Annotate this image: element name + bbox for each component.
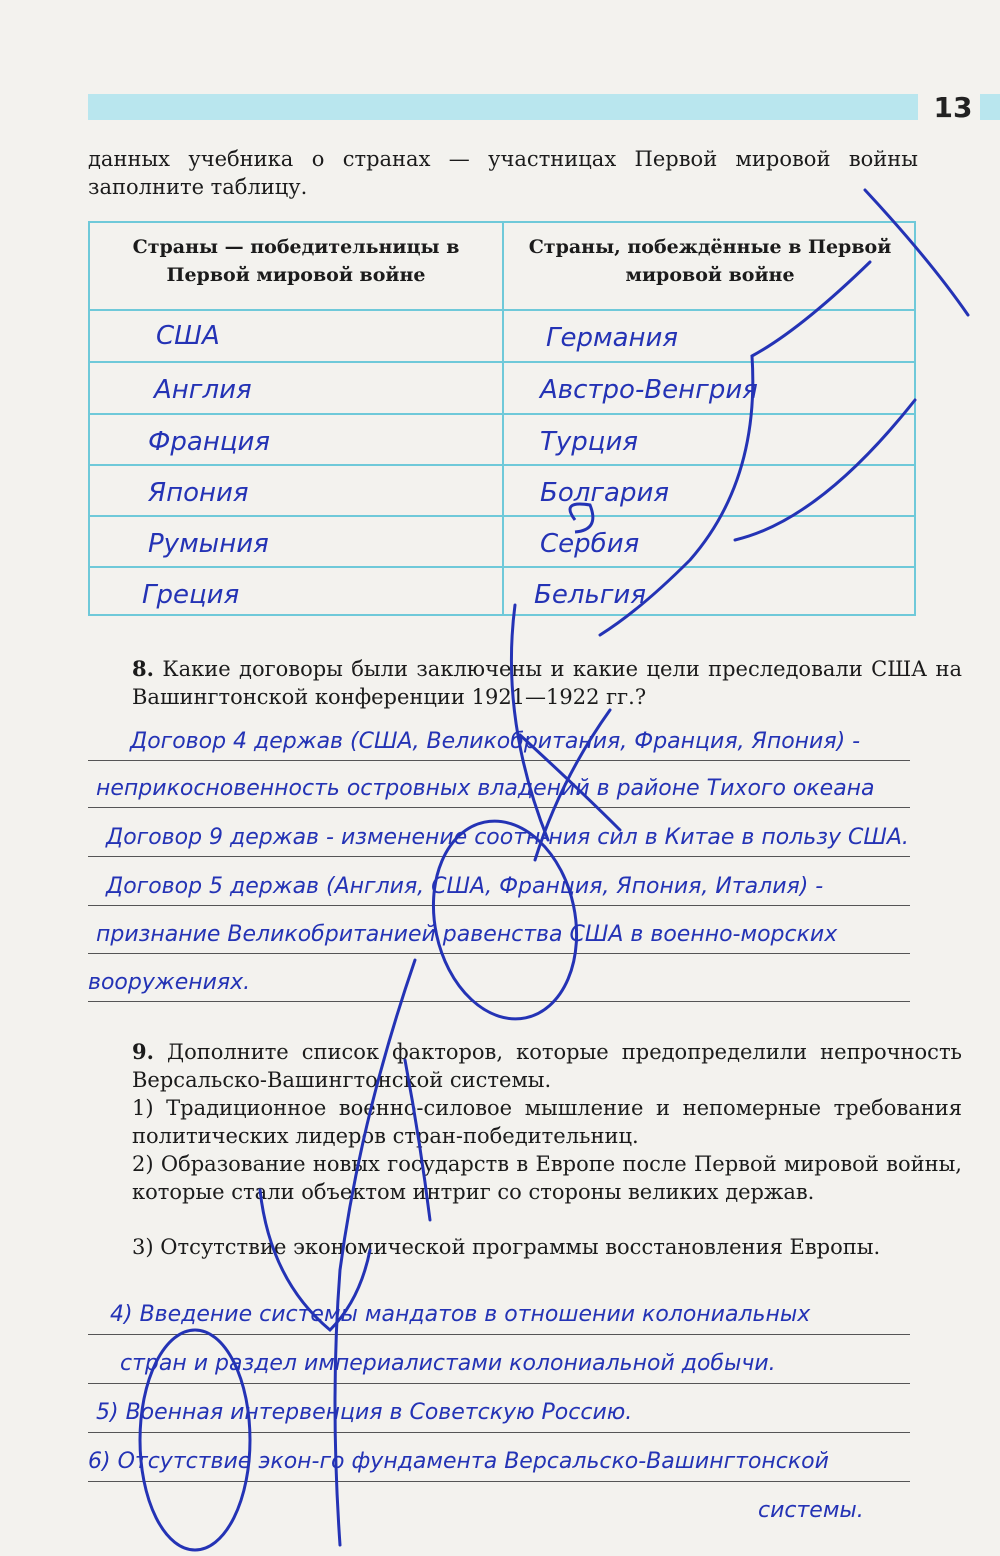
row-divider (90, 309, 914, 311)
answer-9-line: стран и раздел империалистами колониальной добычи. (120, 1351, 776, 1376)
answer-9-line: 6) Отсутствие экон-го фундамента Версальско-Вашингтонской (88, 1449, 829, 1474)
question-8 (88, 655, 962, 711)
winner-cell: Румыния (148, 529, 269, 559)
row-divider (90, 413, 914, 415)
writing-line (88, 856, 910, 857)
answer-9-line: системы. (758, 1498, 864, 1523)
winner-cell: Япония (148, 478, 249, 508)
writing-line (88, 1432, 910, 1433)
header-band (88, 94, 918, 120)
row-divider (90, 566, 914, 568)
writing-line (88, 760, 910, 761)
writing-line (88, 953, 910, 954)
loser-cell: Австро-Венгрия (540, 375, 758, 405)
answer-8-line: неприкосновенность островных владений в районе Тихого океана (96, 776, 875, 801)
answer-8-line: Договор 9 держав - изменение соотн-ния сил в Китае в пользу США. (106, 825, 909, 850)
header-band-edge (980, 94, 1000, 120)
winner-cell: Франция (148, 427, 271, 457)
header-winners: Страны — победительницы в Первой мировой войне (132, 236, 460, 286)
winner-cell: Греция (142, 580, 240, 610)
loser-cell: Болгария (540, 478, 669, 508)
question-number: 8. (132, 656, 154, 681)
answer-8-line: Договор 4 держав (США, Великобритания, Франция, Япония) - (130, 729, 861, 754)
factor-item: 1) Традиционное военно-силовое мышление и непомерные требования политических лидеров стран-победительниц. (132, 1096, 962, 1148)
loser-cell: Бельгия (534, 580, 646, 610)
question-text: Дополните список факторов, которые предопределили непрочность Версальско-Вашингтонской системы. (132, 1040, 962, 1092)
intro-text: данных учебника о странах — участницах Первой мировой войны заполните таблицу. (88, 147, 918, 199)
writing-line (88, 905, 910, 906)
answer-8-line: Договор 5 держав (Англия, США, Франция, Япония, Италия) - (106, 874, 824, 899)
writing-line (88, 807, 910, 808)
winner-cell: США (156, 321, 220, 351)
question-number: 9. (132, 1039, 154, 1064)
row-divider (90, 361, 914, 363)
row-divider (90, 464, 914, 466)
writing-line (88, 1001, 910, 1002)
question-text: Какие договоры были заключены и какие цели преследовали США на Вашингтонской конференции 1921—1922 гг.? (132, 657, 962, 709)
writing-line (88, 1334, 910, 1335)
winner-cell: Англия (154, 375, 252, 405)
header-losers: Страны, побеждённые в Первой мировой войне (528, 236, 892, 286)
answer-8-line: вооружениях. (88, 970, 251, 995)
row-divider (90, 515, 914, 517)
answer-9-line: 4) Введение системы мандатов в отношении колониальных (110, 1302, 811, 1327)
loser-cell: Германия (546, 323, 679, 353)
writing-line (88, 1383, 910, 1384)
countries-table (88, 221, 916, 616)
answer-8-line: признание Великобританией равенства США в военно-морских (96, 922, 838, 947)
page-number: 13 (933, 91, 973, 124)
check-stroke (511, 605, 548, 840)
question-9 (88, 1038, 962, 1094)
writing-line (88, 1481, 910, 1482)
answer-9-line: 5) Военная интервенция в Советскую Россию. (96, 1400, 633, 1425)
factor-item: 2) Образование новых государств в Европе после Первой мировой войны, которые стали объектом интриг со стороны великих держав. (132, 1152, 962, 1204)
loser-cell: Сербия (540, 529, 640, 559)
factor-item: 3) Отсутствие экономической программы восстановления Европы. (132, 1235, 881, 1259)
loser-cell: Турция (540, 427, 639, 457)
